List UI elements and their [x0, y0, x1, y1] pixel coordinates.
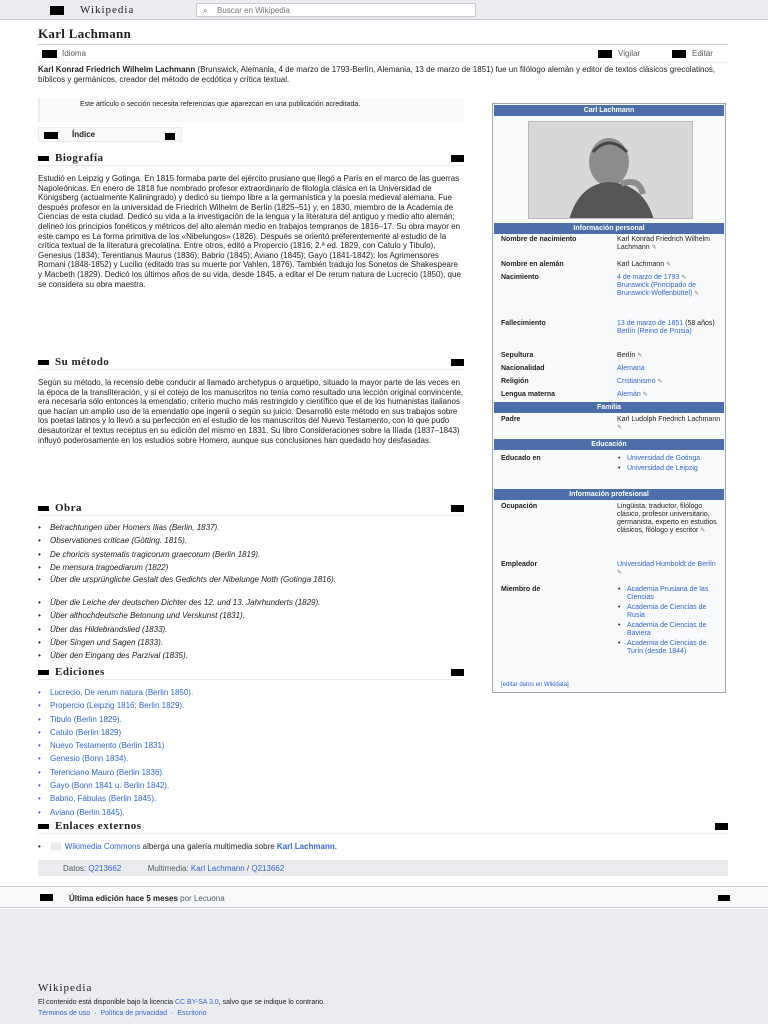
ediciones-list: [38, 687, 468, 820]
multimedia-link[interactable]: Karl Lachmann: [190, 864, 245, 873]
aleman-text: Karl Lachmann: [617, 261, 665, 268]
license-text: [38, 999, 325, 1006]
nacimiento-place-link[interactable]: Brunswick (Principado de Brunswick-Wolfenbüttel): [617, 282, 696, 297]
lead-bold-name: Karl Konrad Friedrich Wilhelm Lachmann: [38, 65, 196, 74]
chevron-down-icon[interactable]: [38, 360, 49, 365]
toc-label[interactable]: Índice: [72, 130, 96, 139]
chevron-down-icon[interactable]: [38, 156, 49, 161]
value-lengua-materna: [617, 391, 721, 399]
authority-data-bar: [38, 860, 728, 876]
list-item: • Über den Eingang des Parzival (1835).: [38, 650, 468, 663]
list-item[interactable]: • Aviano (Berlin 1845).: [38, 807, 468, 820]
value-ocupacion: [617, 503, 721, 535]
last-edit-text[interactable]: [69, 894, 225, 903]
value-religion: [617, 378, 721, 386]
religion-link[interactable]: Cristianismo: [617, 378, 656, 385]
section-header-biografia[interactable]: [38, 152, 464, 166]
pencil-icon[interactable]: ✎: [617, 425, 623, 431]
infobox-header-personal: Información personal: [494, 223, 724, 234]
list-item[interactable]: • Catulo (Berlin 1829): [38, 727, 468, 740]
list-item[interactable]: • Terenciano Mauro (Berlin 1836).: [38, 767, 468, 780]
license-pre: El contenido está disponible bajo la licencia: [38, 999, 175, 1006]
datos-link[interactable]: Q213662: [88, 864, 122, 873]
list-item[interactable]: • Propercio (Leipzig 1816; Berlin 1829).: [38, 700, 468, 713]
commons-period: .: [334, 842, 337, 851]
lengua-link[interactable]: Alemán: [617, 391, 641, 398]
multimedia-separator: /: [244, 864, 252, 873]
label-padre: Padre: [501, 416, 521, 423]
pencil-icon[interactable]: [451, 155, 464, 162]
multimedia-q-link[interactable]: Q213662: [251, 864, 285, 873]
multimedia-label: Multimedia:: [147, 864, 189, 873]
label-lengua-materna: Lengua materna: [501, 391, 556, 398]
clock-icon: [40, 894, 53, 901]
pencil-icon[interactable]: ✎: [617, 570, 623, 576]
label-nacionalidad: Nacionalidad: [501, 365, 545, 372]
infobox-title: Carl Lachmann: [494, 105, 724, 116]
list-item: • De mensura tragoediarum (1822): [38, 562, 468, 575]
section-header-metodo[interactable]: [38, 356, 464, 370]
value-nombre-nacimiento: [617, 236, 721, 252]
biografia-text: Estudió en Leipzig y Gotinga. En 1815 formaba parte del ejército prusiano que llegó a París en el marco de las guerras Napoleónicas. En enero de 1818 fue nombrado profesor extraordinario de filología clásica en la Universidad de Königsberg (actualmente Kaliningrado) y dedicó su tiempo libre a la germanística y la poesía medieval alemana. Fue después profesor en la universidad de Friedrich Wilhelm de Berlín (1825–51) y, en 1830, miembro de la Academia de Ciencias de esta ciudad. Dedicó su vida a la investigación de la lengua y la literatura del antiguo y medio alto alemán; delineó los principios fonéticos y métricos del alto alemán medio en trabajos tempranos de 1816–17. Su obra mayor en este campo es La forma primitiva de los «Nibelungos» (1826). Después se orientó preferentemente al estudio de la crítica textual de la literatura grecolatina. Entre otros, editó a Propercio (1816; 2.ª ed. 1829, con Catulo y Tibulo), Genesius (1834); Terentianus Maurus (1836); Babrio (1845); Aviano (1845); Gayo (1841-1842); los Agrimensores Romani (1848-1852) y Lucilio (editado tras su muerte por Vahlen, 1876). También tradujo los Sonetos de Shakespeare y Macbeth (1829). Dedicó los últimos años de su vida, desde 1845, a editar el De rerum natura de Lucrecio (1850), que se considera su obra maestra.: [38, 174, 461, 289]
list-item[interactable]: • Genesio (Bonn 1834).: [38, 753, 468, 766]
pencil-icon[interactable]: [672, 50, 686, 58]
list-item[interactable]: • Tibulo (Berlin 1829).: [38, 714, 468, 727]
page-actions-bar: [38, 47, 728, 61]
section-header-enlaces[interactable]: [38, 820, 728, 834]
label-nombre-nacimiento: Nombre de nacimiento: [501, 236, 577, 243]
search-icon[interactable]: ⌕: [203, 6, 208, 15]
desktop-link[interactable]: Escritorio: [177, 1010, 207, 1017]
pencil-icon[interactable]: [451, 359, 464, 366]
list-item: • Über althochdeutsche Betonung und Verskunst (1831).: [38, 610, 468, 623]
chevron-down-icon[interactable]: [38, 824, 49, 829]
list-item[interactable]: • Academia Prusiana de las Ciencias: [617, 586, 723, 602]
nombre-text: Karl Konrad Friedrich Wilhelm Lachmann: [617, 236, 710, 251]
list-item: • Über die ursprüngliche Gestalt des Gedichts der Nibelunge Noth (Gotinga 1816).: [38, 575, 468, 597]
value-fallecimiento: [617, 320, 721, 336]
label-religion: Religión: [501, 378, 529, 385]
list-item[interactable]: • Nuevo Testamento (Berlin 1831): [38, 740, 468, 753]
ocupacion-text: Lingüista, traductor, filólogo clásico, profesor universitario, germanista, experto en estudios clásicos, filólogo y escritor: [617, 503, 717, 534]
list-item: • Über Singen und Sagen (1833).: [38, 637, 468, 650]
portrait-image[interactable]: [528, 121, 693, 219]
terms-link[interactable]: Términos de uso: [38, 1010, 91, 1017]
list-item: • De choricis systematis tragicorum graecorum (Berlin 1819).: [38, 549, 468, 562]
pencil-icon[interactable]: ✎: [642, 392, 648, 398]
list-item[interactable]: • Academia de Ciencias de Turín (desde 1844): [617, 640, 723, 656]
infobox-header-educacion: Educación: [494, 439, 724, 450]
obra-list: [38, 522, 468, 664]
pencil-icon[interactable]: ✎: [694, 291, 700, 297]
actions-divider: [38, 62, 728, 63]
star-icon[interactable]: [598, 50, 612, 58]
label-educado-en: Educado en: [501, 455, 541, 462]
datos-label: Datos:: [63, 864, 87, 873]
list-item[interactable]: • Babrio, Fábulas (Berlin 1845).: [38, 793, 468, 806]
label-fallecimiento: Fallecimiento: [501, 320, 546, 327]
label-nacimiento: Nacimiento: [501, 274, 539, 281]
fallecimiento-place-link[interactable]: Berlín (Reino de Prusia): [617, 328, 692, 335]
last-edit-time: Última edición hace 5 meses: [69, 894, 178, 903]
top-bar: [0, 0, 768, 20]
footer-wordmark: Wikipedia: [38, 982, 93, 994]
footer-links: Términos de uso · Política de privacidad · Escritorio: [38, 1010, 207, 1017]
commons-link[interactable]: Wikimedia Commons: [64, 842, 141, 851]
list-item[interactable]: • Universidad de Gotinga: [617, 455, 723, 463]
commons-item: • Wikimedia Commons alberga una galería multimedia sobre Karl Lachmann.: [38, 842, 337, 851]
section-heading: Enlaces externos: [55, 820, 142, 832]
pencil-icon[interactable]: ✎: [666, 262, 672, 268]
pencil-icon[interactable]: ✎: [657, 379, 663, 385]
hamburger-menu-icon[interactable]: [50, 6, 64, 15]
label-empleador: Empleador: [501, 561, 538, 568]
references-notice: Este artículo o sección necesita referencias que aparezcan en una publicación acreditada.: [38, 98, 464, 122]
empleador-link[interactable]: Universidad Humboldt de Berlín: [617, 561, 716, 568]
list-item[interactable]: • Universidad de Leipzig: [617, 465, 723, 473]
commons-logo-icon: [51, 842, 61, 850]
last-edit-author: por Lecuona: [177, 894, 225, 903]
value-sepultura: [617, 352, 721, 360]
infobox-header-profesional: Información profesional: [494, 489, 724, 500]
commons-text: alberga una galería multimedia sobre: [140, 842, 277, 851]
license-link[interactable]: CC BY-SA 3.0: [174, 999, 219, 1006]
list-icon[interactable]: [44, 132, 58, 139]
language-button[interactable]: Idioma: [62, 49, 87, 58]
section-heading: Biografía: [55, 152, 104, 164]
commons-subject-link[interactable]: Karl Lachmann: [276, 842, 335, 851]
section-header-obra[interactable]: [38, 502, 464, 516]
list-item[interactable]: • Academia de Ciencias de Baviera: [617, 622, 723, 638]
list-item: • Betrachtungen über Homers Ilias (Berlin, 1837).: [38, 522, 468, 535]
portrait-drawing: [529, 122, 693, 219]
nacimiento-date-link[interactable]: 4 de marzo de 1793: [617, 274, 680, 281]
fallecimiento-age: (58 años): [685, 320, 715, 327]
value-nacionalidad[interactable]: Alemana: [617, 365, 645, 372]
label-ocupacion: Ocupación: [501, 503, 538, 510]
list-item: • Über die Leiche der deutschen Dichter des 12. und 13. Jahrhunderts (1829).: [38, 597, 468, 610]
value-nombre-aleman: [617, 261, 721, 269]
list-item: • Observationes criticae (Götting. 1815).: [38, 535, 468, 548]
edit-wikidata-link[interactable]: [editar datos en Wikidata]: [501, 682, 569, 688]
section-heading: Su método: [55, 356, 110, 368]
toc-toggle[interactable]: [38, 127, 182, 142]
search-input[interactable]: [217, 5, 467, 15]
section-heading: Obra: [55, 502, 83, 514]
search-box[interactable]: [196, 3, 476, 17]
value-nacimiento: [617, 274, 721, 298]
infobox: [492, 103, 726, 693]
privacy-link[interactable]: Política de privacidad: [100, 1010, 168, 1017]
license-post: , salvo que se indique lo contrario.: [218, 999, 325, 1006]
pencil-icon[interactable]: [451, 669, 464, 676]
title-divider: [38, 44, 728, 45]
page-title: Karl Lachmann: [38, 26, 132, 41]
educado-list: [617, 455, 723, 475]
chevron-down-icon[interactable]: [165, 133, 175, 140]
section-heading: Ediciones: [55, 666, 105, 678]
section-header-ediciones[interactable]: [38, 666, 464, 680]
label-sepultura: Sepultura: [501, 352, 534, 359]
list-item[interactable]: • Lucrecio, De rerum natura (Berlin 1850).: [38, 687, 468, 700]
wikipedia-wordmark[interactable]: Wikipedia: [80, 4, 135, 16]
label-nombre-aleman: Nombre en alemán: [501, 261, 564, 268]
list-item[interactable]: • Academia de Ciencias de Rusia: [617, 604, 723, 620]
label-miembro-de: Miembro de: [501, 586, 541, 593]
footer: [0, 909, 768, 1024]
language-icon[interactable]: [42, 50, 57, 58]
pencil-icon[interactable]: [715, 823, 728, 830]
pencil-icon[interactable]: ✎: [651, 245, 657, 251]
lead-text: (Brunswick, Alemania, 4 de marzo de 1793-Berlín, Alemania, 13 de marzo de 1851) fue un filólogo alemán y editor de textos clásicos grecolatinos, bíblicos y germánicos, creador del método de ecdótica y crítica textual.: [38, 65, 716, 84]
watch-button[interactable]: Vigilar: [618, 49, 641, 58]
pencil-icon[interactable]: ✎: [637, 353, 643, 359]
miembro-list: [617, 586, 723, 658]
lead-paragraph: [38, 65, 728, 84]
chevron-right-icon[interactable]: [718, 895, 730, 901]
value-padre: [617, 416, 721, 432]
chevron-down-icon[interactable]: [38, 506, 49, 511]
chevron-down-icon[interactable]: [38, 670, 49, 675]
edit-button[interactable]: Editar: [692, 49, 713, 58]
value-empleador: [617, 561, 721, 577]
list-item: • Über das Hildebrandslied (1833).: [38, 624, 468, 637]
infobox-header-familia: Familia: [494, 402, 724, 413]
last-edit-bar[interactable]: [0, 886, 768, 908]
metodo-text: Según su método, la recensio debe conducir al llamado archetypus o arquetipo, situado la mayor parte de las veces en la época de la transliteración, y si el cotejo de los manuscritos no tenía como resultado una lección original convincente, era necesaria sólo entonces la emendatio, criterio mucho más restringido y científico que el de los humanistas italianos que hacían un amplio uso de la emendatio ope ingenii o según su juicio. Desarrolló este método en sus trabajos sobre los poetas latinos y lo llevó a su perfección en el estudio de los manuscritos del Nuevo Testamento, con lo que pudo desautorizar el textus receptus en su edición del mismo en 1831. Su libro Consideraciones sobre la Ilíada (1837–1843) influyó poderosamente en los estudios sobre Homero, aunque sus conclusiones han quedado hoy desfasadas.: [38, 378, 464, 445]
pencil-icon[interactable]: [451, 505, 464, 512]
pencil-icon[interactable]: ✎: [681, 275, 687, 281]
list-item[interactable]: • Gayo (Bonn 1841 u. Berlin 1842).: [38, 780, 468, 793]
sepultura-text: Berlín: [617, 352, 636, 359]
fallecimiento-date-link[interactable]: 13 de marzo de 1851: [617, 320, 684, 327]
pencil-icon[interactable]: ✎: [700, 528, 706, 534]
padre-text: Karl Ludolph Friedrich Lachmann: [617, 416, 721, 423]
